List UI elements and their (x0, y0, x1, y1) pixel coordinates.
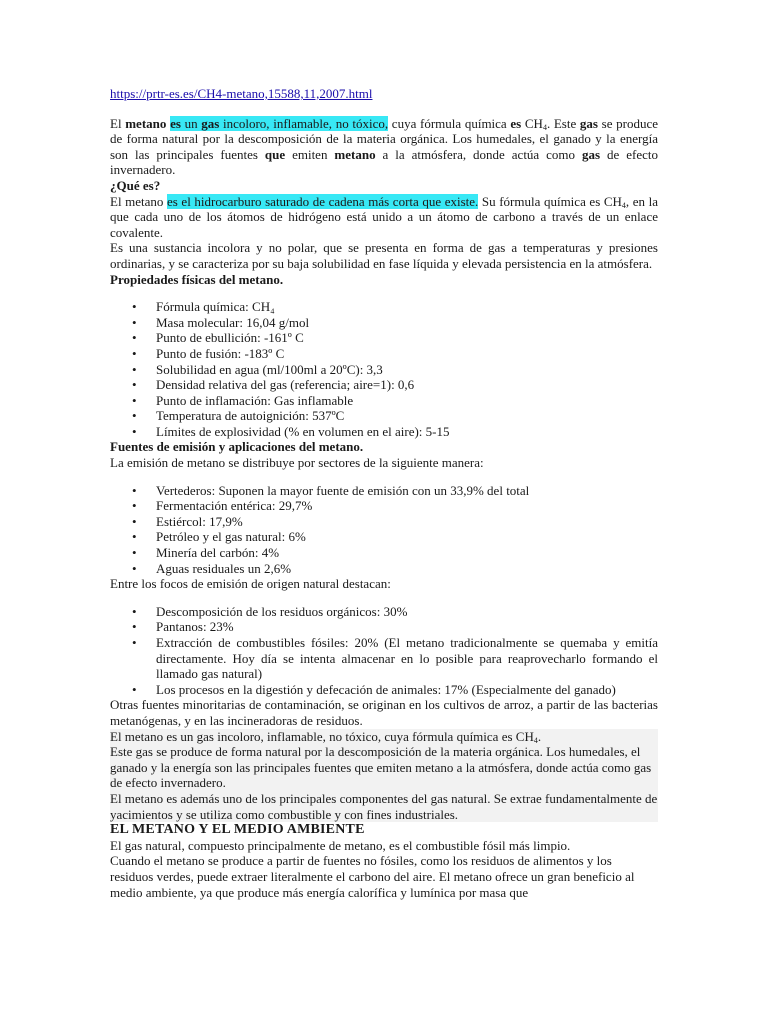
intro-bold-term: gas (582, 146, 601, 162)
intro-text: un (180, 115, 202, 131)
naturales-list (110, 604, 658, 698)
list-item: • Solubilidad en agua (ml/100ml a 20ºC): 3,3 (110, 362, 658, 378)
list-item: • Límites de explosividad (% en volumen en el aire): 5-15 (110, 424, 658, 440)
fuentes-intro: La emisión de metano se distribuye por sectores de la siguiente manera: (110, 455, 484, 471)
list-item: • Los procesos en la digestión y defecación de animales: 17% (Especialmente del ganado) (110, 682, 658, 698)
quoted-paragraph (110, 729, 658, 745)
que-es-text: Su fórmula química es CH (478, 193, 622, 209)
list-item: • Aguas residuales un 2,6% (110, 561, 658, 577)
intro-bold-term: es (170, 115, 181, 131)
list-item: • Fermentación entérica: 29,7% (110, 498, 658, 514)
medio-ambiente-heading: EL METANO Y EL MEDIO AMBIENTE (110, 822, 365, 838)
quoted-paragraph: Este gas se produce de forma natural por la descomposición de la materia orgánica. Los humedales, el ganado y la energía son las principales fuentes que emiten metano a la atmósfera, donde actúa como gas de efecto invernadero. (110, 744, 652, 791)
list-item: • Minería del carbón: 4% (110, 545, 658, 561)
intro-text: incoloro, inflamable, no tóxico, (219, 115, 389, 131)
intro-text: de efecto invernadero. (110, 146, 658, 178)
que-es-highlight: es el hidrocarburo saturado de cadena más corta que existe. (167, 193, 479, 209)
propiedades-list (110, 299, 658, 439)
que-es-paragraph (110, 194, 658, 241)
intro-text: CH (521, 115, 543, 131)
propiedades-heading: Propiedades físicas del metano. (110, 271, 284, 287)
list-item: • Punto de inflamación: Gas inflamable (110, 393, 658, 409)
intro-paragraph (110, 116, 658, 178)
intro-text: emiten (285, 146, 335, 162)
intro-bold-term: que (264, 146, 286, 162)
intro-bold-term: metano (125, 115, 167, 131)
list-item: • Temperatura de autoignición: 537ºC (110, 408, 658, 424)
fuentes-heading: Fuentes de emisión y aplicaciones del metano. (110, 439, 364, 455)
subscript: 4 (533, 735, 538, 745)
list-item: • Petróleo y el gas natural: 6% (110, 529, 658, 545)
list-item: • Descomposición de los residuos orgánicos: 30% (110, 604, 658, 620)
list-item: • Densidad relativa del gas (referencia; aire=1): 0,6 (110, 377, 658, 393)
list-item: • Masa molecular: 16,04 g/mol (110, 315, 658, 331)
list-item: • Estiércol: 17,9% (110, 514, 658, 530)
intro-text: a la atmósfera, donde actúa como (375, 146, 582, 162)
quoted-block (110, 729, 658, 823)
source-link[interactable]: https://prtr-es.es/CH4-metano,15588,11,2007.html (110, 86, 373, 101)
intro-highlight (170, 116, 388, 131)
que-es-text: El metano (110, 193, 167, 209)
list-item: • Fórmula química: CH₄ (110, 299, 658, 315)
subscript: 4 (621, 200, 626, 210)
intro-text: cuya fórmula química (388, 115, 511, 131)
list-item: • Punto de ebullición: -161º C (110, 330, 658, 346)
intro-text: El (110, 115, 126, 131)
medio-ambiente-paragraph: El gas natural, compuesto principalmente de metano, es el combustible fósil más limpio. (110, 837, 571, 853)
medio-ambiente-paragraph-2: Cuando el metano se produce a partir de fuentes no fósiles, como los residuos de alimentos y los residuos verdes, puede extraer literalmente el carbono del aire. El metano ofrece un gran beneficio al medio ambiente, ya que produce más energía calorífica y lumínica por masa que (110, 853, 635, 900)
subscript: 4 (542, 122, 547, 132)
list-item: • Punto de fusión: -183º C (110, 346, 658, 362)
que-es-text: , en la que cada uno de los átomos de hidrógeno está unido a un átomo de carbono a través de un enlace covalente. (110, 193, 658, 240)
intro-text: se produce de forma natural por la descomposición de la materia orgánica. Los humedales, el ganado y la energía son las principales fuentes (110, 115, 659, 162)
otras-fuentes-paragraph: Otras fuentes minoritarias de contaminación, se originan en los cultivos de arroz, a partir de las bacterias metanógenas, y en las incineradoras de residuos. (110, 697, 658, 728)
list-item: • Vertederos: Suponen la mayor fuente de emisión con un 33,9% del total (110, 483, 658, 499)
list-item: • Extracción de combustibles fósiles: 20% (El metano tradicionalmente se quemaba y emitía directamente. Hoy día se intenta almacenar en lo posible para reaprovecharlo formando el llamado gas natural) (110, 635, 658, 682)
list-item: • Pantanos: 23% (110, 619, 658, 635)
intro-bold-term: gas (201, 115, 220, 131)
intro-bold-term: metano (334, 146, 376, 162)
intro-text: . Este (546, 115, 580, 131)
intro-bold-term: es (510, 115, 522, 131)
quoted-text: . (537, 728, 542, 744)
que-es-heading: ¿Qué es? (110, 177, 161, 193)
quoted-text: El metano es un gas incoloro, inflamable, no tóxico, cuya fórmula química es CH (110, 728, 534, 744)
intro-bold-term: gas (579, 115, 598, 131)
sectores-list (110, 483, 658, 577)
que-es-paragraph-2: Es una sustancia incolora y no polar, que se presenta en forma de gas a temperaturas y presiones ordinarias, y se caracteriza por su baja solubilidad en fase líquida y elevada persistencia en la atmósfera. (110, 240, 658, 271)
natural-intro: Entre los focos de emisión de origen natural destacan: (110, 576, 391, 592)
quoted-paragraph: El metano es además uno de los principales componentes del gas natural. Se extrae fundamentalmente de yacimientos y se utiliza como combustible y con fines industriales. (110, 790, 658, 822)
